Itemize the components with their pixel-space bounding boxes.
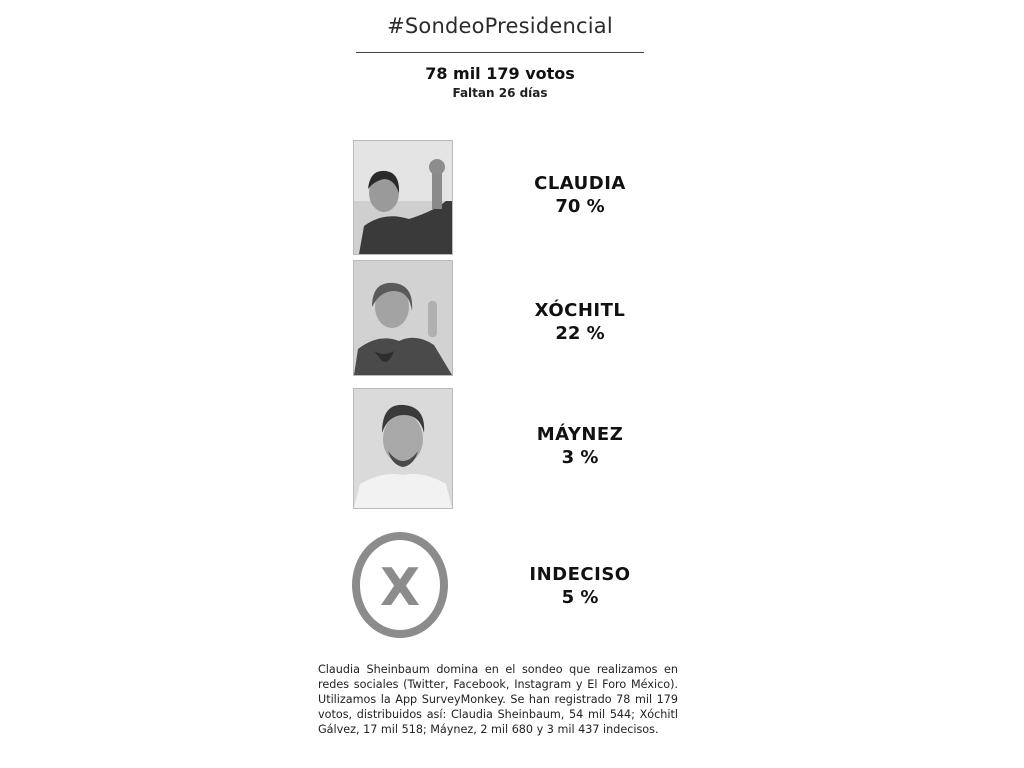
vote-count: 78 mil 179 votos bbox=[425, 64, 575, 83]
candidate-xochitl bbox=[510, 300, 650, 344]
candidate-name: INDECISO bbox=[529, 564, 631, 585]
title-divider bbox=[356, 52, 644, 53]
days-remaining: Faltan 26 días bbox=[452, 86, 548, 100]
candidate-photo-claudia bbox=[353, 140, 453, 255]
candidate-percent: 70 % bbox=[555, 196, 605, 217]
candidate-percent: 3 % bbox=[561, 447, 599, 468]
x-circle-icon bbox=[350, 530, 450, 644]
candidate-name: CLAUDIA bbox=[534, 173, 626, 194]
candidate-photo-xochitl bbox=[353, 260, 453, 376]
candidate-photo-maynez bbox=[353, 388, 453, 509]
candidate-claudia bbox=[510, 173, 650, 217]
candidate-percent: 22 % bbox=[555, 323, 605, 344]
candidate-maynez bbox=[510, 424, 650, 468]
candidate-indeciso bbox=[510, 564, 650, 608]
survey-description: Claudia Sheinbaum domina en el sondeo que realizamos en redes sociales (Twitter, Facebook, Instagram y El Foro México). Utilizamos la App SurveyMonkey. Se han registrado 78 mil 179 votos, distribuidos así: Claudia Sheinbaum, 54 mil 544; Xóchitl Gálvez, 17 mil 518; Máynez, 2 mil 680 y 3 mil 437 indecisos. bbox=[318, 663, 678, 736]
candidate-name: XÓCHITL bbox=[534, 300, 626, 321]
svg-text:X: X bbox=[379, 558, 421, 618]
page-title: #SondeoPresidencial bbox=[387, 14, 613, 38]
candidate-name: MÁYNEZ bbox=[536, 424, 624, 445]
candidate-percent: 5 % bbox=[561, 587, 599, 608]
